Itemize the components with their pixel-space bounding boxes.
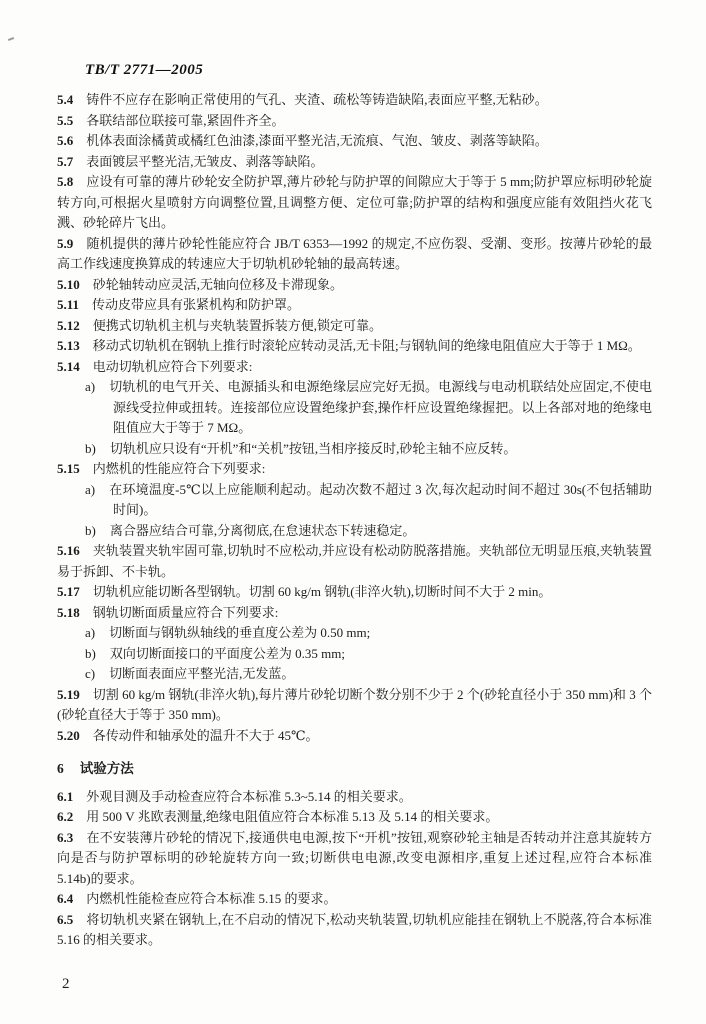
clause-number: a) [85, 481, 96, 497]
clause-text: 切断面表面应平整光洁,无发蓝。 [109, 666, 295, 681]
clause-number: b) [85, 645, 96, 661]
clause-number: 5.15 [57, 461, 80, 476]
clause-paragraph [57, 685, 652, 726]
clause-number: a) [85, 379, 96, 394]
clause-paragraph [57, 111, 652, 132]
clause-text: 切轨机的电气开关、电源插头和电源绝缘层应完好无损。电源线与电动机联结处应固定,不使电源线受拉伸或扭转。连接部位应设置绝缘护套,操作杆应设置绝缘握把。以上各部对地的绝缘电阻值应大于等于 7 MΩ。 [109, 379, 652, 435]
clause-paragraph [57, 787, 652, 808]
section-heading [57, 759, 652, 780]
clause-number: 5.10 [57, 276, 80, 292]
clause-text: 试验方法 [79, 761, 134, 776]
clause-number: 5.13 [57, 338, 80, 353]
clause-paragraph [57, 90, 652, 111]
clause-number: a) [85, 625, 96, 640]
sub-item [57, 439, 652, 460]
clause-number: 6.5 [57, 911, 74, 927]
clause-paragraph [57, 295, 652, 316]
clause-number: 5.19 [57, 686, 80, 702]
clause-text: 在环境温度-5℃以上应能顺利起动。起动次数不超过 3 次,每次起动时间不超过 30s(不包括辅助时间)。 [109, 481, 652, 517]
clause-number: b) [85, 440, 96, 456]
clause-number: 5.7 [57, 153, 74, 169]
clause-text: 切断面与钢轨纵轴线的垂直度公差为 0.50 mm; [109, 625, 371, 640]
clause-text: 内燃机性能检查应符合本标准 5.15 的要求。 [86, 891, 337, 906]
clause-paragraph [57, 336, 652, 357]
clause-text: 将切轨机夹紧在钢轨上,在不启动的情况下,松动夹轨装置,切轨机应能挂在钢轨上不脱落,符合本标准 5.16 的相关要求。 [57, 911, 652, 947]
clause-paragraph [57, 582, 652, 603]
clause-text: 随机提供的薄片砂轮性能应符合 JB/T 6353—1992 的规定,不应伤裂、受潮、变形。按薄片砂轮的最高工作线速度换算成的转速应大于切轨机砂轮轴的最高转速。 [57, 235, 652, 271]
clause-number: b) [85, 522, 96, 538]
scan-artifact-mark [8, 37, 14, 41]
clause-paragraph [57, 807, 652, 828]
clause-text: 夹轨装置夹轨牢固可靠,切轨时不应松动,并应设有松动防脱落措施。夹轨部位无明显压痕,夹轨装置易于拆卸、不卡轨。 [57, 543, 652, 579]
clause-number: 6.2 [57, 809, 74, 824]
clause-paragraph [57, 234, 652, 275]
page-number: 2 [62, 976, 70, 992]
clause-text: 切割 60 kg/m 钢轨(非淬火轨),每片薄片砂轮切断个数分别不少于 2 个(砂轮直径小于 350 mm)和 3 个(砂轮直径大于等于 350 mm)。 [57, 686, 652, 722]
clause-number: 5.12 [57, 317, 80, 333]
standard-number: TB/T 2771—2005 [85, 62, 204, 78]
clause-text: 各联结部位联接可靠,紧固件齐全。 [86, 112, 285, 128]
clause-paragraph [57, 152, 652, 173]
clause-number: 6.1 [57, 788, 74, 804]
clause-text: 电动切轨机应符合下列要求: [92, 358, 253, 374]
clause-paragraph [57, 316, 652, 337]
clause-text: 传动皮带应具有张紧机构和防护罩。 [92, 297, 301, 312]
clause-number: 5.11 [57, 297, 80, 312]
clause-paragraph [57, 726, 652, 747]
clause-number: 5.16 [57, 543, 80, 558]
document-body [57, 90, 652, 951]
clause-paragraph [57, 459, 652, 480]
clause-number: c) [85, 666, 96, 681]
clause-paragraph [57, 828, 652, 890]
clause-paragraph [57, 910, 652, 951]
clause-paragraph [57, 131, 652, 152]
clause-text: 表面镀层平整光洁,无皱皮、剥落等缺陷。 [86, 153, 324, 169]
clause-text: 钢轨切断面质量应符合下列要求: [92, 604, 279, 620]
clause-number: 5.9 [57, 235, 74, 251]
clause-number: 5.17 [57, 584, 80, 599]
sub-item [57, 664, 652, 685]
clause-number: 5.18 [57, 604, 80, 620]
clause-text: 离合器应结合可靠,分离彻底,在怠速状态下转速稳定。 [109, 522, 416, 538]
clause-text: 外观目测及手动检查应符合本标准 5.3~5.14 的相关要求。 [86, 788, 412, 804]
clause-text: 移动式切轨机在钢轨上推行时滚轮应转动灵活,无卡阻;与钢轨间的绝缘电阻值应大于等于 1 MΩ。 [92, 338, 641, 353]
clause-text: 内燃机的性能应符合下列要求: [92, 461, 266, 476]
clause-text: 应设有可靠的薄片砂轮安全防护罩,薄片砂轮与防护罩的间隙应大于等于 5 mm;防护罩应标明砂轮旋转方向,可根据火星喷射方向调整位置,且调整方便、定位可靠;防护罩的结构和强度应能有效阻挡火花飞溅、砂轮碎片飞出。 [57, 174, 652, 230]
clause-text: 铸件不应存在影响正常使用的气孔、夹渣、疏松等铸造缺陷,表面应平整,无粘砂。 [86, 92, 548, 107]
clause-paragraph [57, 889, 652, 910]
clause-text: 便携式切轨机主机与夹轨装置拆装方便,锁定可靠。 [92, 317, 383, 333]
clause-text: 砂轮轴转动应灵活,无轴向位移及卡滞现象。 [92, 276, 344, 292]
clause-text: 各传动件和轴承处的温升不大于 45℃。 [92, 727, 319, 743]
clause-number: 5.14 [57, 358, 80, 374]
clause-text: 切轨机应只设有“开机”和“关机”按钮,当相序接反时,砂轮主轴不应反转。 [109, 440, 517, 456]
sub-item [57, 521, 652, 542]
clause-text: 用 500 V 兆欧表测量,绝缘电阻值应符合本标准 5.13 及 5.14 的相关要求。 [86, 809, 499, 824]
clause-paragraph [57, 357, 652, 378]
clause-text: 双向切断面接口的平面度公差为 0.35 mm; [109, 645, 345, 661]
clause-number: 6.3 [57, 829, 74, 845]
sub-item [57, 644, 652, 665]
clause-number: 5.8 [57, 174, 74, 189]
clause-text: 切轨机应能切断各型钢轨。切割 60 kg/m 钢轨(非淬火轨),切断时间不大于 2 min。 [92, 584, 552, 599]
clause-text: 机体表面涂橘黄或橘红色油漆,漆面平整光洁,无流痕、气泡、皱皮、剥落等缺陷。 [86, 133, 548, 148]
clause-number: 5.20 [57, 727, 80, 743]
clause-text: 在不安装薄片砂轮的情况下,接通供电电源,按下“开机”按钮,观察砂轮主轴是否转动并注意其旋转方向是否与防护罩标明的砂轮旋转方向一致;切断供电电源,改变电源相序,重复上述过程,应符合本标准 5.14b)的要求。 [57, 829, 652, 886]
clause-paragraph [57, 172, 652, 234]
clause-number: 5.4 [57, 92, 74, 107]
clause-number: 6 [57, 761, 64, 776]
clause-paragraph [57, 275, 652, 296]
clause-paragraph [57, 541, 652, 582]
clause-paragraph [57, 603, 652, 624]
sub-item [57, 480, 652, 521]
sub-item [57, 377, 652, 439]
clause-number: 5.6 [57, 133, 74, 148]
sub-item [57, 623, 652, 644]
clause-number: 6.4 [57, 891, 74, 906]
clause-number: 5.5 [57, 112, 74, 128]
